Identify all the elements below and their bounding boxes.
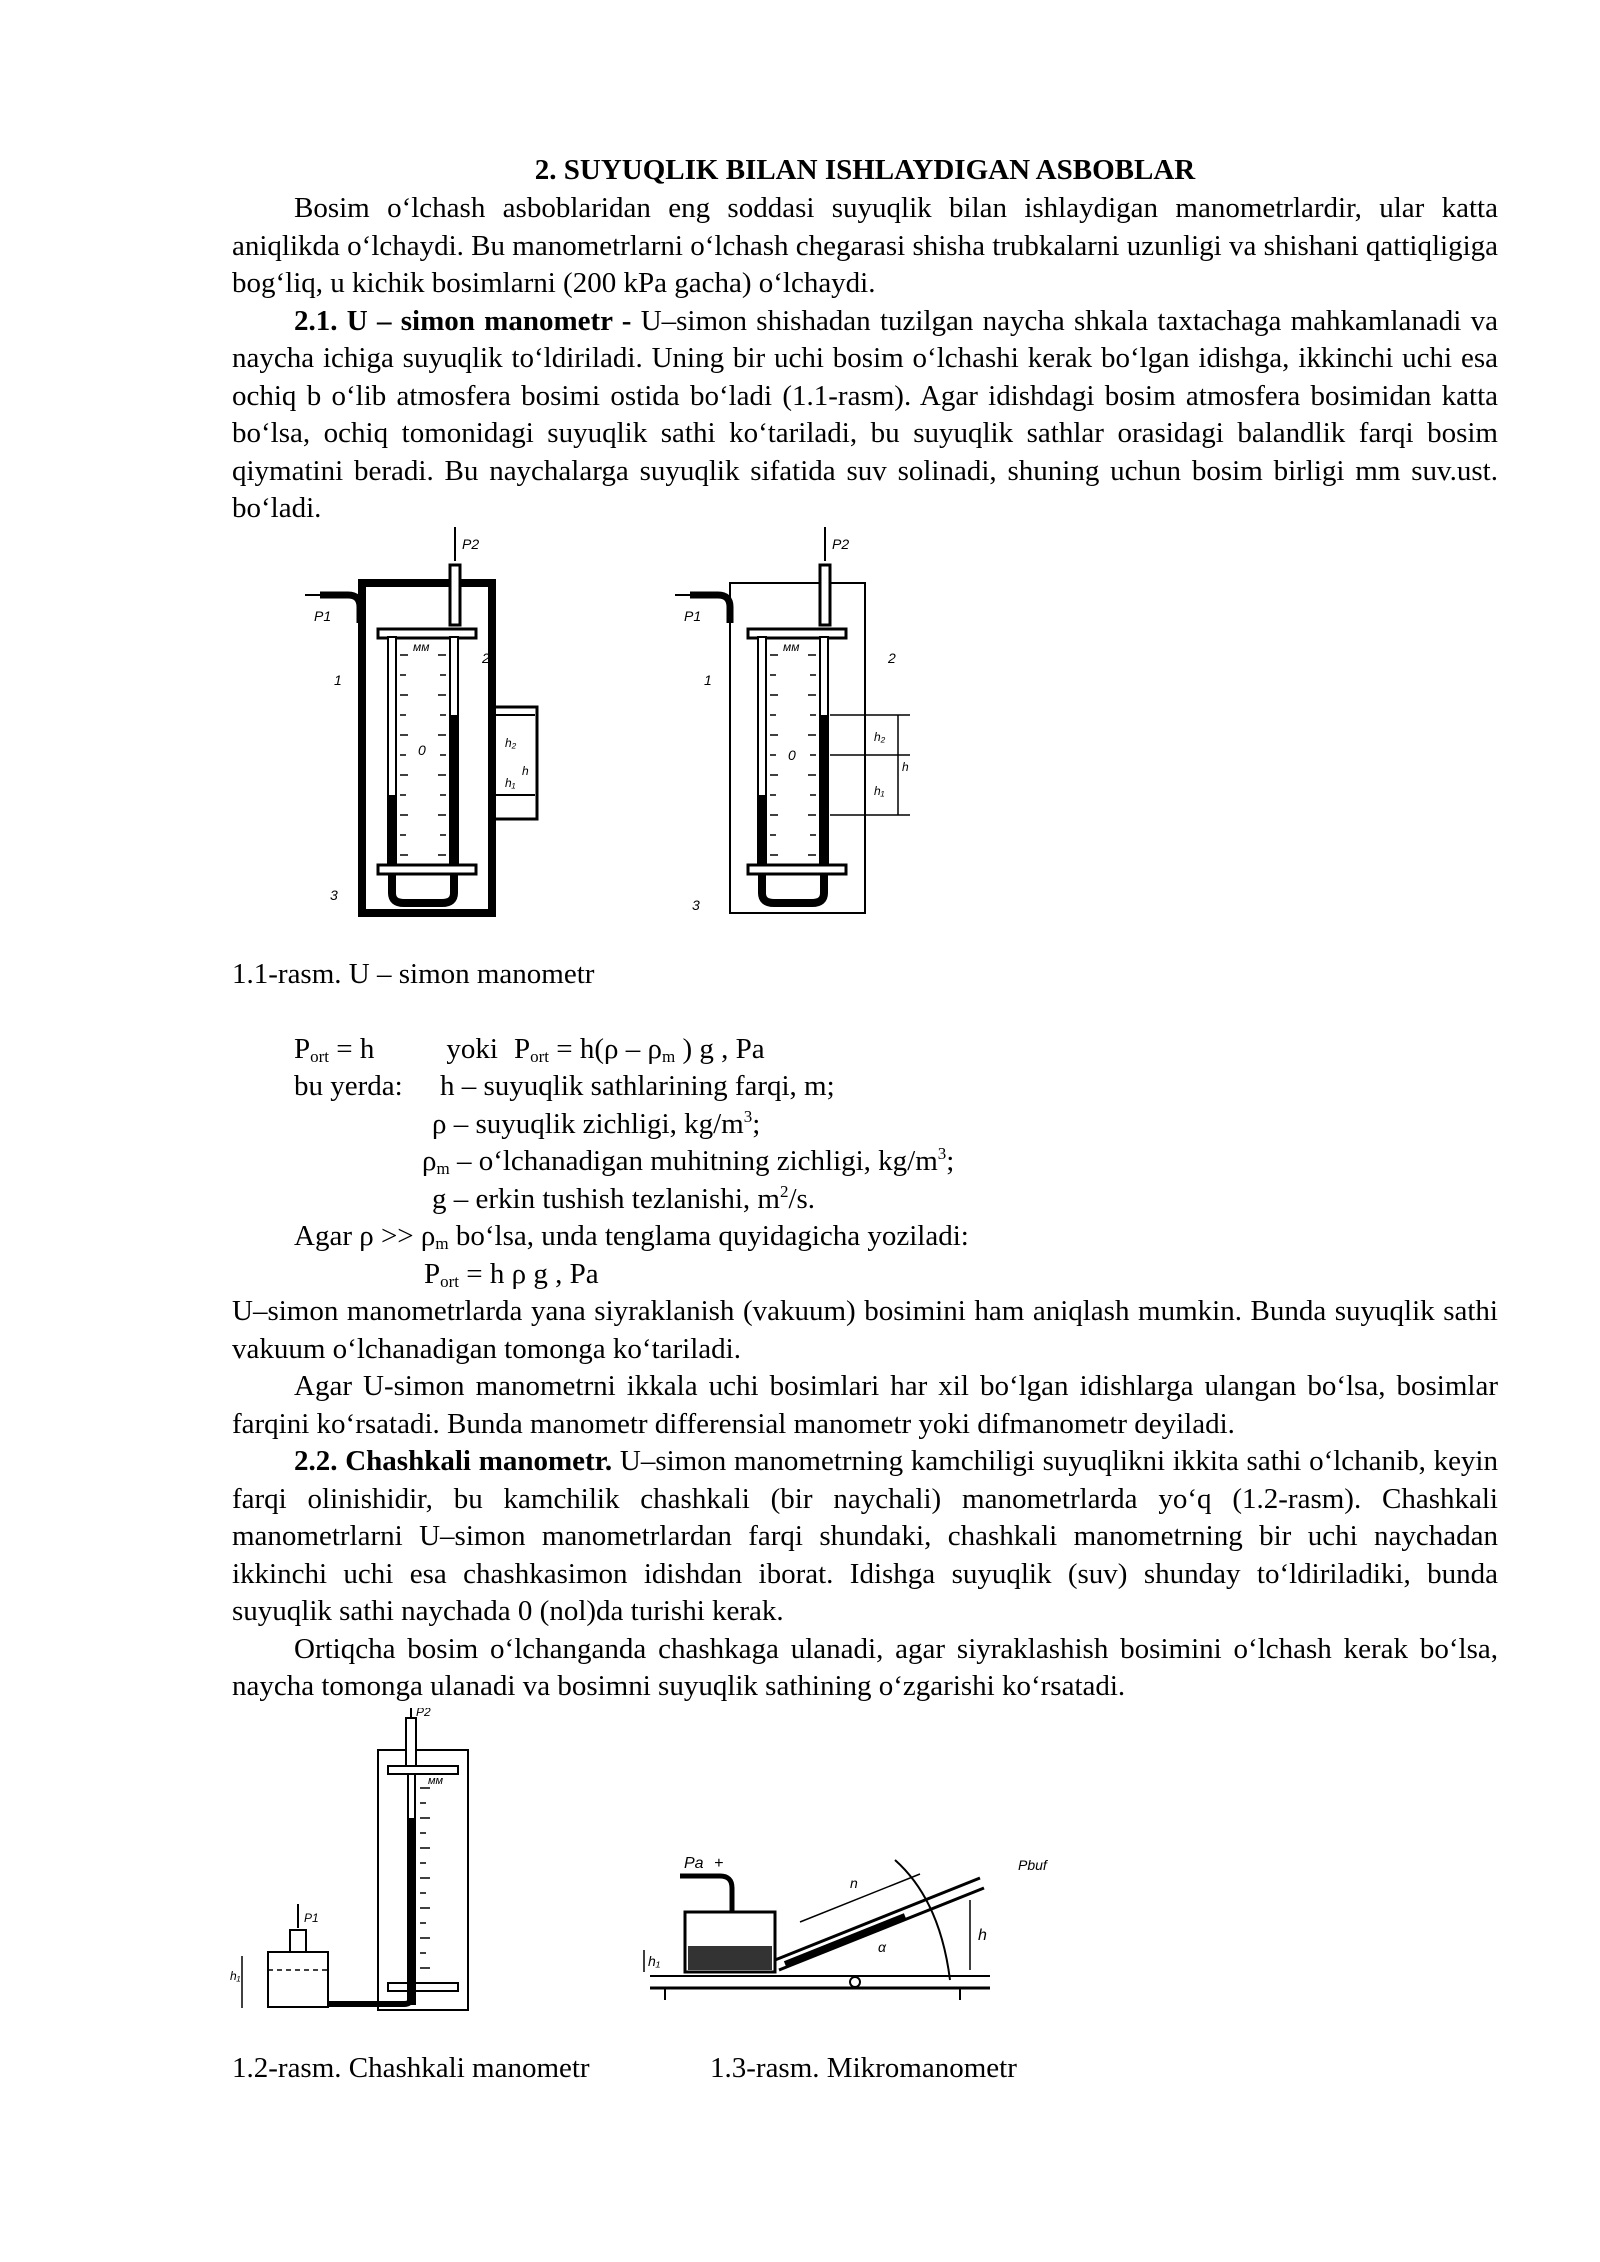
- simplified-sub-ort: ort: [440, 1272, 460, 1291]
- label-h: h: [978, 1927, 987, 1944]
- figure-1-1-caption: 1.1-rasm. U – simon manometr: [232, 958, 595, 990]
- label-h1: h₁: [648, 1953, 661, 1969]
- section-2-2-text: U–simon manometrning kamchiligi suyuqlikni ikkita sathi o‘lchanib, keyin farqi olinishidir, bu kamchilik chashkali (bir naychali) manometrlarda yo‘q (1.2-rasm). Chashkali manometrlarni U–simon manometrlardan farqi shundaki, chashkali manometrning bir uchi naychadan ikkinchi uchi esa chashkasimon idishdan iborat. Idishga suyuqlik (suv) shunday to‘ldiriladiki, bunda suyuqlik sathi naychada 0 (nol)da turishi kerak.: [232, 1445, 1498, 1627]
- outlet-tube-p2: [450, 565, 460, 625]
- label-pa: Pa: [684, 1855, 704, 1872]
- label-h1: h₁: [230, 1969, 241, 1983]
- formula-sub-ort: ort: [310, 1047, 330, 1066]
- formula-g-pa: ) g , Pa: [675, 1033, 765, 1065]
- g-unit-sup: 2: [779, 1182, 789, 1201]
- formula-p: P: [294, 1033, 311, 1065]
- level-bubble: [850, 1977, 860, 1987]
- label-3: 3: [330, 887, 338, 903]
- micromanometer-figure: [640, 1840, 1100, 2015]
- u-bend: [392, 875, 454, 903]
- g-definition-text: g – erkin tushish tezlanishi, m: [432, 1183, 780, 1215]
- agar-sub-m: m: [435, 1234, 449, 1253]
- label-p1: P1: [684, 608, 702, 624]
- label-p2: P2: [416, 1708, 431, 1719]
- label-1: 1: [704, 672, 712, 688]
- rhom-sub: m: [436, 1159, 450, 1178]
- label-h: h: [522, 764, 529, 778]
- outlet-tube-p2: [820, 565, 830, 625]
- intro-paragraph: Bosim o‘lchash asboblaridan eng soddasi suyuqlik bilan ishlaydigan manometrlardir, ular katta aniqlikda o‘lchaydi. Bu manometrlarni o‘lchash chegarasi shisha trubkalarni uzunligi va shishani qattiqligiga bog‘liq, u kichik bosimlarni (200 kPa gacha) o‘lchaydi.: [232, 192, 1499, 299]
- label-p1: P1: [314, 608, 332, 624]
- reservoir-liquid: [688, 1946, 772, 1970]
- where-rho-definition: ρ – suyuqlik zichligi, $kg/m^3$;: [432, 1107, 761, 1140]
- formula-simplified: [424, 1256, 599, 1294]
- right-liquid-column: [821, 715, 827, 865]
- label-2: 2: [482, 650, 490, 666]
- u-manometer-figure-a: [300, 525, 560, 920]
- label-2: 2: [888, 650, 896, 666]
- agar-text-1: Agar ρ >> ρ: [294, 1220, 436, 1252]
- simplified-p: P: [424, 1258, 441, 1290]
- differential-paragraph: Agar U-simon manometrni ikkala uchi bosimlari har xil bo‘lgan idishlarga ulangan bo‘lsa, bosimlar farqini ko‘rsatadi. Bunda manometr differensial manometr yoki difmanometr deyiladi.: [232, 1370, 1498, 1440]
- rhom-unit-sup: 3: [937, 1144, 947, 1163]
- rhom-symbol: ρ: [422, 1145, 437, 1177]
- connecting-tube: [328, 1998, 411, 2004]
- agar-condition: [294, 1218, 969, 1256]
- rho-unit-sup: 3: [743, 1107, 753, 1126]
- label-h1: h₁: [505, 776, 516, 790]
- rho-definition-text: ρ – suyuqlik zichligi, kg/m: [432, 1108, 744, 1140]
- where-label: bu yerda:: [294, 1070, 403, 1102]
- left-liquid-column: [389, 795, 395, 865]
- top-tube: [406, 1718, 416, 1766]
- label-p2: P2: [462, 536, 480, 552]
- vakuum-paragraph: U–simon manometrlarda yana siyraklanish (vakuum) bosimini ham aniqlash mumkin. Bunda suyuqlik sathi vakuum o‘lchanadigan tomonga ko‘tariladi.: [232, 1295, 1498, 1365]
- label-mm: мм: [783, 640, 800, 654]
- right-liquid-column: [451, 715, 457, 865]
- ortiqcha-paragraph: Ortiqcha bosim o‘lchanganda chashkaga ulanadi, agar siyraklashish bosimini o‘lchash kerak bo‘lsa, naycha tomonga ulanadi va bosimni suyuqlik sathining o‘zgarishi ko‘rsatadi.: [232, 1632, 1498, 1702]
- label-plus: +: [714, 1855, 724, 1872]
- scale-ticks: [420, 1788, 430, 1968]
- cup-manometer-figure: [228, 1708, 488, 2028]
- figure-1-2-caption: 1.2-rasm. Chashkali manometr: [232, 2052, 590, 2084]
- label-zero: 0: [418, 742, 426, 758]
- cup-inlet: [290, 1930, 306, 1952]
- cup-vessel: [268, 1952, 328, 2007]
- label-1: 1: [334, 672, 342, 688]
- label-mm: мм: [413, 640, 430, 654]
- inlet-tube: [680, 1876, 732, 1912]
- left-liquid-column: [759, 795, 765, 865]
- scale-board: [378, 1750, 468, 2010]
- section-2-1-heading: 2.1. U – simon manometr -: [294, 304, 632, 337]
- where-h-definition: h – suyuqlik sathlarining farqi, m;: [440, 1070, 835, 1102]
- formula-eq-h: = h: [329, 1033, 375, 1065]
- formula-p-2: P: [513, 1033, 531, 1065]
- section-2-1-text: U–simon shishadan tuzilgan naycha shkala taxtachaga mahkamlanadi va naycha ichiga suyuqlik to‘ldiriladi. Uning bir uchi bosim o‘lchashi kerak bo‘lgan idishga, ikkinchi uchi esa ochiq b o‘lib atmosfera bosimi ostida bo‘ladi (1.1-rasm). Agar idishdagi bosim atmosfera bosimidan katta bo‘lsa, ochiq tomonidagi suyuqlik sathi ko‘tariladi, bu suyuqlik sathlar orasidagi balandlik farqi bosim qiymatini beradi. Bu naychalarga suyuqlik sifatida suv solinadi, shuning uchun bosim birligi mm suv.ust. bo‘ladi.: [232, 304, 1498, 524]
- label-alpha: α: [878, 1939, 886, 1955]
- simplified-eq: = h ρ g , Pa: [459, 1258, 599, 1290]
- label-h1: h₁: [874, 784, 885, 798]
- g-unit: /s.: [788, 1183, 816, 1215]
- inclined-liquid: [785, 1916, 905, 1964]
- label-h2: h₂: [874, 730, 886, 744]
- u-bend: [762, 875, 824, 903]
- intro-block: [232, 190, 1498, 528]
- where-rhom-definition: $\rho_m$ – o‘lchanadigan muhitning zichligi, $kg/m^3$;: [422, 1144, 955, 1178]
- lower-clamp: [388, 1983, 458, 1991]
- figure-1-3-caption: 1.3-rasm. Mikromanometr: [710, 2052, 1017, 2084]
- agar-text-2: bo‘lsa, unda tenglama quyidagicha yoziladi:: [448, 1220, 969, 1252]
- u-manometer-figure-b: [670, 525, 930, 920]
- section-2-2-paragraph: [232, 1443, 1498, 1631]
- inclined-tube-bottom: [779, 1888, 984, 1970]
- label-n: n: [850, 1875, 858, 1891]
- formula-eq2: = h(ρ – ρ: [548, 1033, 662, 1065]
- formula-sub-ort-2: ort: [530, 1047, 549, 1066]
- label-p2: P2: [832, 536, 850, 552]
- liquid-column: [409, 1818, 414, 2004]
- formula-yoki: yoki: [446, 1033, 498, 1065]
- lower-clamp: [748, 865, 846, 874]
- label-zero: 0: [788, 747, 796, 763]
- lower-clamp: [378, 865, 476, 874]
- rhom-definition-text: – o‘lchanadigan muhitning zichligi, kg/m: [449, 1145, 938, 1177]
- label-3: 3: [692, 897, 700, 913]
- formula-main: [294, 1031, 765, 1069]
- section-title: 2. SUYUQLIK BILAN ISHLAYDIGAN ASBOBLAR: [534, 154, 1196, 186]
- label-mm: мм: [428, 1775, 444, 1787]
- label-pbuf: Pbuf: [1018, 1857, 1047, 1873]
- section-2-1-paragraph: [232, 303, 1498, 528]
- label-p1: P1: [304, 1911, 319, 1925]
- formula-sub-m: m: [661, 1047, 676, 1066]
- upper-clamp: [388, 1766, 458, 1774]
- dimension-box: [492, 707, 537, 819]
- body-block-2: [232, 1293, 1498, 1706]
- section-2-2-heading: 2.2. Chashkali manometr.: [294, 1445, 613, 1477]
- label-h2: h₂: [505, 736, 517, 750]
- where-g-definition: [432, 1181, 815, 1219]
- label-h: h: [902, 760, 909, 774]
